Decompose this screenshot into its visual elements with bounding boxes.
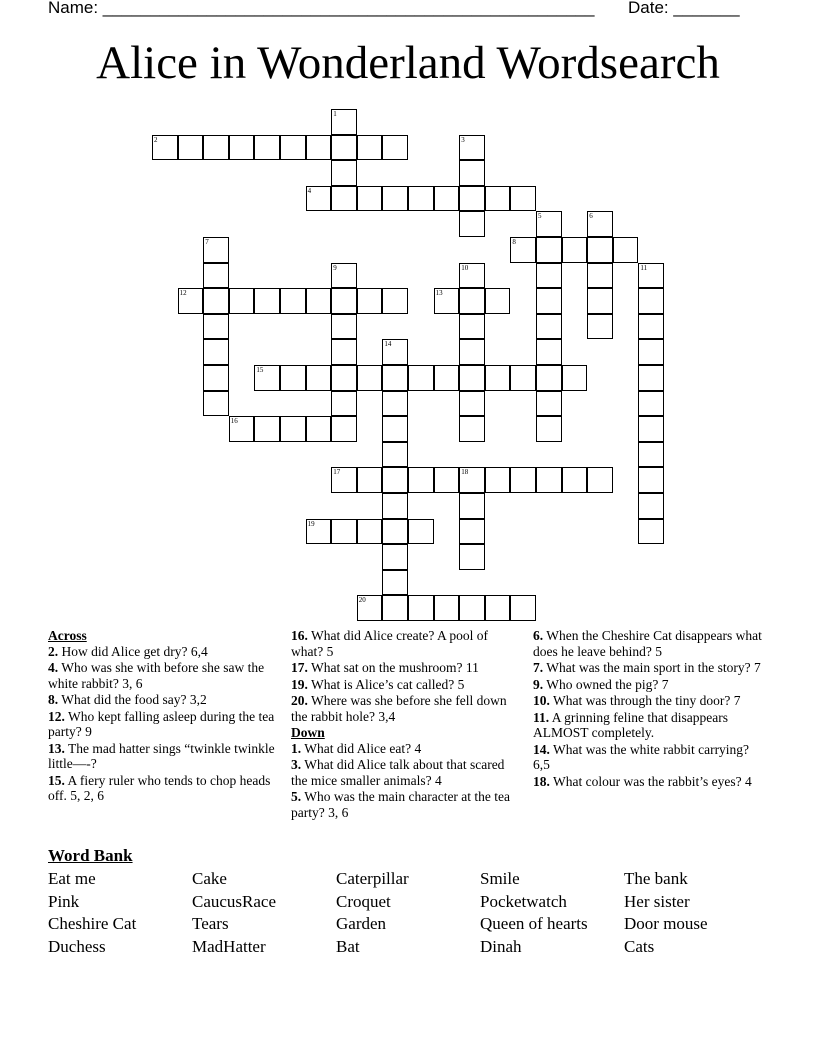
grid-cell[interactable] xyxy=(331,391,357,417)
grid-cell[interactable] xyxy=(638,519,664,545)
clue-text: Who owned the pig? 7 xyxy=(543,676,669,692)
grid-cell[interactable] xyxy=(510,365,536,391)
down-clue xyxy=(291,789,523,820)
clue-num: 7. xyxy=(533,660,544,675)
grid-cell[interactable] xyxy=(254,416,280,442)
clue-text: When the Cheshire Cat disappears what does he leave behind? 5 xyxy=(533,628,762,659)
grid-cell[interactable] xyxy=(459,467,485,493)
grid-cell[interactable] xyxy=(229,288,255,314)
word-bank-word: Tears xyxy=(192,914,229,933)
clue-number: 3 xyxy=(461,135,465,144)
grid-cell[interactable] xyxy=(331,135,357,161)
word-bank-word: Bat xyxy=(336,936,360,956)
grid-cell[interactable] xyxy=(306,135,332,161)
grid-cell[interactable] xyxy=(485,595,511,621)
word-bank-word: Smile xyxy=(480,869,520,888)
grid-cell[interactable] xyxy=(357,186,383,212)
clue-text: What colour was the rabbit’s eyes? 4 xyxy=(549,773,752,789)
grid-cell[interactable] xyxy=(459,314,485,340)
grid-cell[interactable] xyxy=(152,135,178,161)
word-bank-word: Cheshire Cat xyxy=(48,914,137,933)
grid-cell[interactable] xyxy=(536,339,562,365)
clue-num: 8. xyxy=(48,692,59,707)
grid-cell[interactable] xyxy=(331,263,357,289)
across-clue xyxy=(48,692,280,708)
grid-cell[interactable] xyxy=(331,186,357,212)
grid-cell[interactable] xyxy=(536,211,562,237)
grid-cell[interactable] xyxy=(331,314,357,340)
across-clue xyxy=(291,693,523,724)
clue-number: 8 xyxy=(512,238,516,246)
down-clue xyxy=(533,677,765,693)
grid-cell[interactable] xyxy=(280,288,306,314)
clue-num: 17. xyxy=(291,660,308,675)
grid-cell[interactable] xyxy=(331,519,357,545)
name-field[interactable]: Name: ____________________________________________________ xyxy=(48,0,595,17)
grid-cell[interactable] xyxy=(229,416,255,442)
grid-cell[interactable] xyxy=(562,467,588,493)
clue-number: 18 xyxy=(461,468,469,477)
down-clue xyxy=(533,660,765,676)
grid-cell[interactable] xyxy=(203,339,229,365)
word-bank-word: Duchess xyxy=(48,936,106,956)
grid-cell[interactable] xyxy=(382,442,408,468)
clue-number: 10 xyxy=(461,263,469,272)
grid-cell[interactable] xyxy=(459,365,485,391)
grid-cell[interactable] xyxy=(331,109,357,135)
grid-cell[interactable] xyxy=(459,211,485,237)
grid-cell[interactable] xyxy=(638,493,664,519)
grid-cell[interactable] xyxy=(510,186,536,212)
clue-num: 10. xyxy=(533,693,550,708)
clue-number: 1 xyxy=(333,110,337,118)
word-bank-word: The bank xyxy=(624,869,688,888)
grid-cell[interactable] xyxy=(408,365,434,391)
clue-text: What did Alice create? A pool of what? 5 xyxy=(291,628,488,659)
down-clue xyxy=(533,693,765,709)
grid-cell[interactable] xyxy=(382,339,408,365)
grid-cell[interactable] xyxy=(382,544,408,570)
clue-text: What did the food say? 3,2 xyxy=(58,692,207,707)
clue-num: 20. xyxy=(291,693,308,708)
grid-cell[interactable] xyxy=(434,365,460,391)
grid-cell[interactable] xyxy=(510,595,536,621)
clue-text: What did Alice talk about that scared the mice smaller animals? 4 xyxy=(291,757,505,788)
grid-cell[interactable] xyxy=(357,365,383,391)
clue-text: A grinning feline that disappears ALMOST completely. xyxy=(533,709,728,740)
grid-cell[interactable] xyxy=(357,135,383,161)
grid-cell[interactable] xyxy=(485,186,511,212)
grid-cell[interactable] xyxy=(331,339,357,365)
grid-cell[interactable] xyxy=(306,365,332,391)
grid-cell[interactable] xyxy=(536,237,562,263)
grid-cell[interactable] xyxy=(434,595,460,621)
clue-text: How did Alice get dry? 6,4 xyxy=(58,643,208,659)
grid-cell[interactable] xyxy=(254,135,280,161)
clue-text: The mad hatter sings “twinkle twinkle little—-? xyxy=(48,740,275,771)
word-bank-word: Cats xyxy=(624,936,655,956)
clues-column-1 xyxy=(48,628,280,805)
grid-cell[interactable] xyxy=(638,288,664,314)
down-clue xyxy=(291,741,523,757)
grid-cell[interactable] xyxy=(459,160,485,186)
clue-number: 13 xyxy=(435,289,443,298)
grid-cell[interactable] xyxy=(485,288,511,314)
grid-cell[interactable] xyxy=(459,288,485,314)
clue-text: Who was she with before she saw the white rabbit? 3, 6 xyxy=(48,660,265,691)
grid-cell[interactable] xyxy=(459,135,485,161)
word-bank-column xyxy=(624,868,768,958)
grid-cell[interactable] xyxy=(536,391,562,417)
grid-cell[interactable] xyxy=(382,493,408,519)
clue-num: 1. xyxy=(291,740,302,756)
word-bank-word: Caterpillar xyxy=(336,869,409,888)
grid-cell[interactable] xyxy=(408,519,434,545)
clue-num: 9. xyxy=(533,676,544,692)
clue-text: What was through the tiny door? 7 xyxy=(549,693,741,708)
clue-text: What did Alice eat? 4 xyxy=(301,740,422,756)
grid-cell[interactable] xyxy=(357,519,383,545)
clue-text: Who kept falling asleep during the tea party? 9 xyxy=(48,708,275,739)
grid-cell[interactable] xyxy=(434,186,460,212)
grid-cell[interactable] xyxy=(536,288,562,314)
grid-cell[interactable] xyxy=(331,365,357,391)
grid-cell[interactable] xyxy=(331,467,357,493)
clue-num: 18. xyxy=(533,773,550,789)
word-bank-word: Croquet xyxy=(336,891,391,911)
page-title: Alice in Wonderland Wordsearch xyxy=(96,37,720,89)
word-bank-word: Eat me xyxy=(48,869,96,888)
grid-cell[interactable] xyxy=(562,237,588,263)
across-clue xyxy=(291,628,523,659)
grid-cell[interactable] xyxy=(638,467,664,493)
clue-text: What was the white rabbit carrying? 6,5 xyxy=(533,741,750,772)
grid-cell[interactable] xyxy=(459,263,485,289)
across-heading: Across xyxy=(48,628,87,643)
word-bank-column xyxy=(192,868,336,958)
grid-cell[interactable] xyxy=(408,467,434,493)
date-field[interactable]: Date: _______ xyxy=(628,0,740,17)
clue-number: 6 xyxy=(589,212,593,221)
across-clue xyxy=(291,660,523,676)
word-bank-word: Garden xyxy=(336,914,387,933)
grid-cell[interactable] xyxy=(587,237,613,263)
clue-text: A fiery ruler who tends to chop heads off. 5, 2, 6 xyxy=(48,772,271,803)
clue-number: 14 xyxy=(384,340,392,349)
grid-cell[interactable] xyxy=(382,467,408,493)
word-bank-word: Cake xyxy=(192,869,227,888)
grid-cell[interactable] xyxy=(485,365,511,391)
clue-num: 15. xyxy=(48,772,65,788)
grid-cell[interactable] xyxy=(536,263,562,289)
grid-cell[interactable] xyxy=(510,467,536,493)
word-bank-word: CaucusRace xyxy=(192,891,277,911)
grid-cell[interactable] xyxy=(280,365,306,391)
clue-number: 17 xyxy=(333,468,341,477)
down-clue xyxy=(291,757,523,788)
across-clue xyxy=(48,773,280,804)
grid-cell[interactable] xyxy=(203,263,229,289)
grid-cell[interactable] xyxy=(331,160,357,186)
grid-cell[interactable] xyxy=(459,391,485,417)
word-bank-word: Her sister xyxy=(624,891,690,911)
grid-cell[interactable] xyxy=(382,391,408,417)
clue-text: What was the main sport in the story? 7 xyxy=(543,660,761,675)
grid-cell[interactable] xyxy=(178,288,204,314)
grid-cell[interactable] xyxy=(587,467,613,493)
clue-text: What is Alice’s cat called? 5 xyxy=(307,676,465,692)
grid-cell[interactable] xyxy=(178,135,204,161)
grid-cell[interactable] xyxy=(459,544,485,570)
grid-cell[interactable] xyxy=(459,595,485,621)
grid-cell[interactable] xyxy=(613,237,639,263)
grid-cell[interactable] xyxy=(408,595,434,621)
grid-cell[interactable] xyxy=(203,314,229,340)
grid-cell[interactable] xyxy=(638,263,664,289)
down-clue xyxy=(533,710,765,741)
grid-cell[interactable] xyxy=(459,493,485,519)
clue-number: 2 xyxy=(154,135,158,144)
clue-num: 12. xyxy=(48,708,65,724)
grid-cell[interactable] xyxy=(587,288,613,314)
grid-cell[interactable] xyxy=(331,416,357,442)
word-bank-word: MadHatter xyxy=(192,936,266,956)
grid-cell[interactable] xyxy=(382,135,408,161)
grid-cell[interactable] xyxy=(203,237,229,263)
grid-cell[interactable] xyxy=(357,467,383,493)
clue-num: 6. xyxy=(533,628,544,643)
grid-cell[interactable] xyxy=(638,314,664,340)
grid-cell[interactable] xyxy=(587,263,613,289)
grid-cell[interactable] xyxy=(306,288,332,314)
across-clue xyxy=(48,741,280,772)
grid-cell[interactable] xyxy=(459,519,485,545)
down-clue xyxy=(533,742,765,773)
word-bank-word: Dinah xyxy=(480,936,522,956)
clue-text: Where was she before she fell down the rabbit hole? 3,4 xyxy=(291,693,507,724)
clue-num: 5. xyxy=(291,789,302,804)
clues-column-2 xyxy=(291,628,523,821)
grid-cell[interactable] xyxy=(203,135,229,161)
clue-num: 13. xyxy=(48,740,65,756)
word-bank-column xyxy=(336,868,480,958)
grid-cell[interactable] xyxy=(382,288,408,314)
word-bank-word: Pink xyxy=(48,891,80,911)
grid-cell[interactable] xyxy=(459,186,485,212)
grid-cell[interactable] xyxy=(485,467,511,493)
clue-num: 16. xyxy=(291,628,308,643)
grid-cell[interactable] xyxy=(382,570,408,596)
clue-number: 15 xyxy=(256,366,264,374)
clue-num: 19. xyxy=(291,676,308,692)
grid-cell[interactable] xyxy=(229,135,255,161)
down-heading: Down xyxy=(291,725,325,740)
grid-cell[interactable] xyxy=(459,339,485,365)
grid-cell[interactable] xyxy=(459,416,485,442)
clue-num: 2. xyxy=(48,643,59,659)
grid-cell[interactable] xyxy=(382,186,408,212)
clue-number: 4 xyxy=(307,186,312,195)
clue-number: 19 xyxy=(307,519,315,528)
grid-cell[interactable] xyxy=(587,211,613,237)
grid-cell[interactable] xyxy=(357,288,383,314)
across-clue xyxy=(48,660,280,691)
clue-number: 7 xyxy=(205,238,209,246)
grid-cell[interactable] xyxy=(510,237,536,263)
grid-cell[interactable] xyxy=(536,314,562,340)
grid-cell[interactable] xyxy=(408,186,434,212)
across-clue xyxy=(48,709,280,740)
grid-cell[interactable] xyxy=(254,288,280,314)
clue-num: 3. xyxy=(291,757,302,772)
grid-cell[interactable] xyxy=(382,365,408,391)
clue-number: 12 xyxy=(179,289,187,298)
clue-num: 4. xyxy=(48,660,59,675)
down-clue xyxy=(533,774,765,790)
grid-cell[interactable] xyxy=(638,391,664,417)
grid-cell[interactable] xyxy=(536,467,562,493)
grid-cell[interactable] xyxy=(638,442,664,468)
grid-cell[interactable] xyxy=(254,365,280,391)
word-bank-word: Queen of hearts xyxy=(480,914,588,933)
grid-cell[interactable] xyxy=(203,288,229,314)
grid-cell[interactable] xyxy=(638,416,664,442)
grid-cell[interactable] xyxy=(306,186,332,212)
grid-cell[interactable] xyxy=(536,416,562,442)
grid-cell[interactable] xyxy=(562,365,588,391)
name-date-header xyxy=(48,0,740,18)
grid-cell[interactable] xyxy=(382,416,408,442)
clue-text: What sat on the mushroom? 11 xyxy=(307,660,479,675)
grid-cell[interactable] xyxy=(280,416,306,442)
grid-cell[interactable] xyxy=(306,519,332,545)
clue-number: 11 xyxy=(640,263,648,272)
word-bank-word: Pocketwatch xyxy=(480,891,567,911)
grid-cell[interactable] xyxy=(434,288,460,314)
clue-number: 20 xyxy=(358,596,366,605)
grid-cell[interactable] xyxy=(306,416,332,442)
clue-num: 14. xyxy=(533,741,550,757)
clue-number: 9 xyxy=(333,263,337,272)
across-clue xyxy=(291,677,523,693)
grid-cell[interactable] xyxy=(638,365,664,391)
word-bank-column xyxy=(48,868,192,958)
across-clue xyxy=(48,644,280,660)
grid-cell[interactable] xyxy=(638,339,664,365)
grid-cell[interactable] xyxy=(331,288,357,314)
grid-cell[interactable] xyxy=(203,365,229,391)
clue-number: 5 xyxy=(538,212,542,221)
clue-num: 11. xyxy=(533,709,550,725)
grid-cell[interactable] xyxy=(434,467,460,493)
word-bank-title: Word Bank xyxy=(48,846,133,865)
grid-cell[interactable] xyxy=(587,314,613,340)
grid-cell[interactable] xyxy=(357,595,383,621)
grid-cell[interactable] xyxy=(382,519,408,545)
word-bank-column xyxy=(480,868,624,958)
word-bank-word: Door mouse xyxy=(624,914,708,933)
clue-text: Who was the main character at the tea party? 3, 6 xyxy=(291,789,511,820)
grid-cell[interactable] xyxy=(536,365,562,391)
grid-cell[interactable] xyxy=(203,391,229,417)
grid-cell[interactable] xyxy=(382,595,408,621)
clue-number: 16 xyxy=(230,417,238,426)
grid-cell[interactable] xyxy=(280,135,306,161)
clues-column-3 xyxy=(533,628,765,790)
down-clue xyxy=(533,628,765,659)
